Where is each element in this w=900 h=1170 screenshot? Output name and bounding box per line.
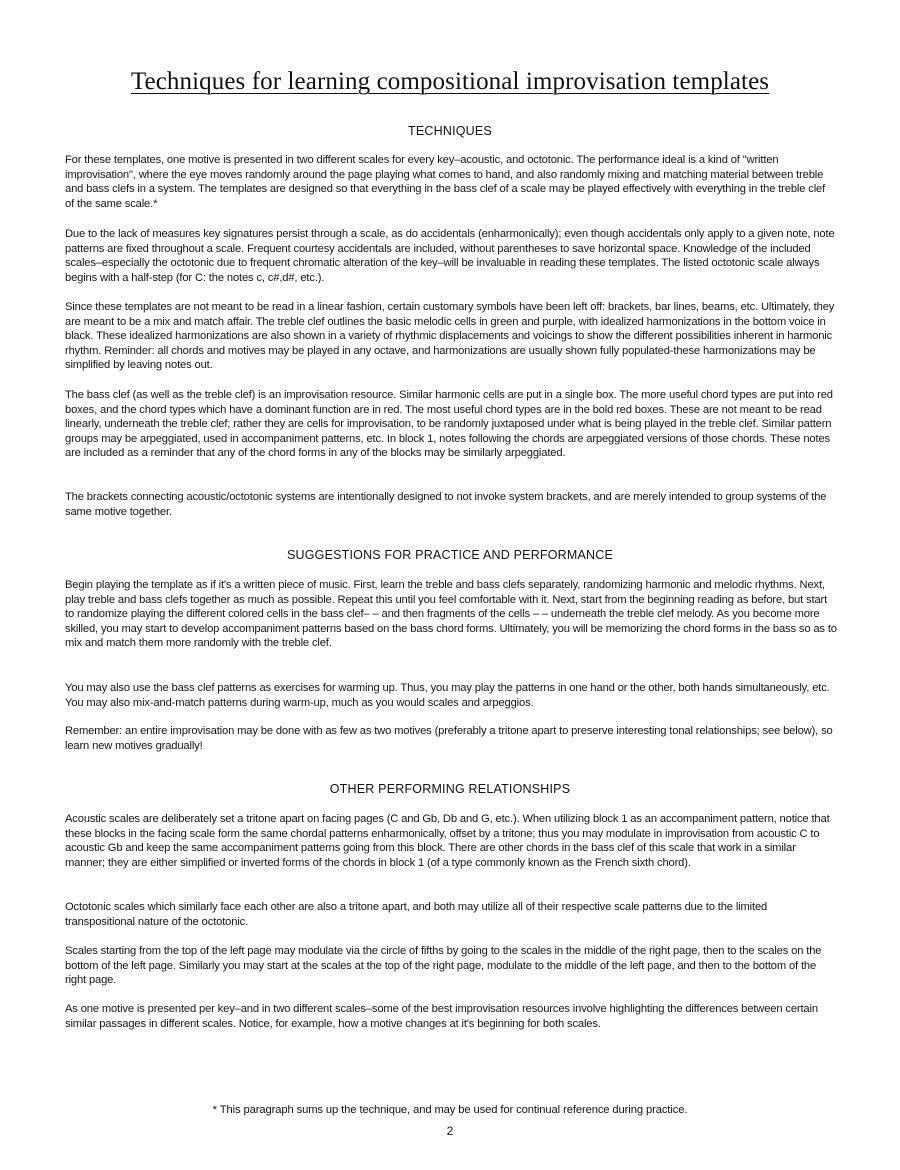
paragraph: The bass clef (as well as the treble clef) is an improvisation resource. Similar harmonic cells are put in a single box. The more useful chord types are put into red boxes, and the chord types which have a dominant function are in red. The most useful chord types are in the bold red boxes. These are not meant to be read linearly, underneath the treble clef; rather they are cells for improvisation, to be randomly juxtaposed under what is being played in the treble clef. Similar pattern groups may be arpeggiated, used in accompaniment patterns, etc. In block 1, notes following the chords are arpeggiated versions of those chords. These notes are included as a reminder that any of the chord forms in any of the blocks may be similarly arpeggiated.	[65, 389, 833, 459]
page-title: Techniques for learning compositional improvisation templates	[130, 68, 770, 95]
paragraph: Due to the lack of measures key signatures persist through a scale, as do accidentals (enharmonically); even though accidentals only apply to a given note, note patterns are fixed throughout a scale. Frequent courtesy accidentals are included, without parentheses to save horizontal space. Knowledge of the included scales–especially the octotonic due to frequent chromatic alteration of the key–will be invaluable in reading these templates. The listed octotonic scale always begins with a half-step (for C: the notes c, c#,d#, etc.).	[65, 228, 835, 284]
paragraph: Scales starting from the top of the left page may modulate via the circle of fifths by going to the scales in the middle of the right page, then to the scales on the bottom of the left page. Similarly you may start at the scales at the top of the right page, modulate to the middle of the left page, and then to the bottom of the right page.	[65, 945, 822, 986]
paragraph: Acoustic scales are deliberately set a tritone apart on facing pages (C and Gb, Db and G, etc.). When utilizing block 1 as an accompaniment pattern, notice that these blocks in the facing scale form the same chordal patterns enharmonically, offset by a tritone; thus you may modulate in improvisation from acoustic C to acoustic Gb and keep the same accompaniment patterns going from this block. There are other chords in the bass clef of this scale that work in a similar manner; they are either simplified or inverted forms of the chords in block 1 (of a type commonly known as the French sixth chord).	[65, 813, 830, 869]
page-number: 2	[446, 1124, 454, 1138]
section-heading-suggestions: SUGGESTIONS FOR PRACTICE AND PERFORMANCE	[286, 548, 614, 562]
paragraph: As one motive is presented per key–and in two different scales–some of the best improvisation resources involve highlighting the differences between certain similar passages in different scales. Notice, for example, how a motive changes at it's beginning for both scales.	[65, 1003, 818, 1030]
paragraph: You may also use the bass clef patterns as exercises for warming up. Thus, you may play the patterns in one hand or the other, both hands simultaneously, etc. You may also mix-and-match patterns during warm-up, much as you would scales and arpeggios.	[65, 682, 830, 709]
paragraph: Since these templates are not meant to be read in a linear fashion, certain customary symbols have been left off: brackets, bar lines, beams, etc. Ultimately, they are meant to be a mix and match affair. The treble clef outlines the basic melodic cells in green and purple, with idealized harmonizations in the bottom voice in black. These idealized harmonizations are also shown in a variety of rhythmic displacements and voicings to show the different possibilities inherent in harmonic rhythm. Reminder: all chords and motives may be played in any octave, and harmonizations are usually shown fully populated-these harmonizations may be simplified by leaving notes out.	[65, 301, 835, 371]
section-heading-techniques: TECHNIQUES	[408, 124, 492, 138]
section-heading-other-relationships: OTHER PERFORMING RELATIONSHIPS	[329, 782, 571, 796]
paragraph: Octotonic scales which similarly face each other are also a tritone apart, and both may utilize all of their respective scale patterns due to the limited transpositional nature of the octotonic.	[65, 901, 768, 928]
paragraph: The brackets connecting acoustic/octotonic systems are intentionally designed to not invoke system brackets, and are merely intended to group systems of the same motive together.	[65, 491, 827, 518]
paragraph: Remember: an entire improvisation may be done with as few as two motives (preferably a tritone apart to preserve interesting tonal relationships; see below), so learn new motives gradually!	[65, 725, 833, 752]
footnote: * This paragraph sums up the technique, and may be used for continual reference during practice.	[212, 1104, 688, 1116]
paragraph: Begin playing the template as if it's a written piece of music. First, learn the treble and bass clefs separately, randomizing harmonic and melodic rhythms. Next, play treble and bass clefs together as much as possible. Repeat this until you feel comfortable with it. Next, start from the beginning reading as before, but start to randomize playing the different colored cells in the bass clef– – and then fragments of the cells – – underneath the treble clef melody. As you become more skilled, you may start to develop accompaniment patterns based on the bass chord forms. Ultimately, you will be memorizing the chord forms in the bass so as to mix and match them more randomly with the treble clef.	[65, 579, 837, 649]
paragraph: For these templates, one motive is presented in two different scales for every key–acoustic, and octotonic. The performance ideal is a kind of "written improvisation", where the eye moves randomly around the page playing what comes to hand, and also randomly mixing and matching material between treble and bass clefs in a system. The templates are designed so that everything in the bass clef of a scale may be played effectively with everything in the treble clef of the same scale.*	[65, 154, 826, 210]
